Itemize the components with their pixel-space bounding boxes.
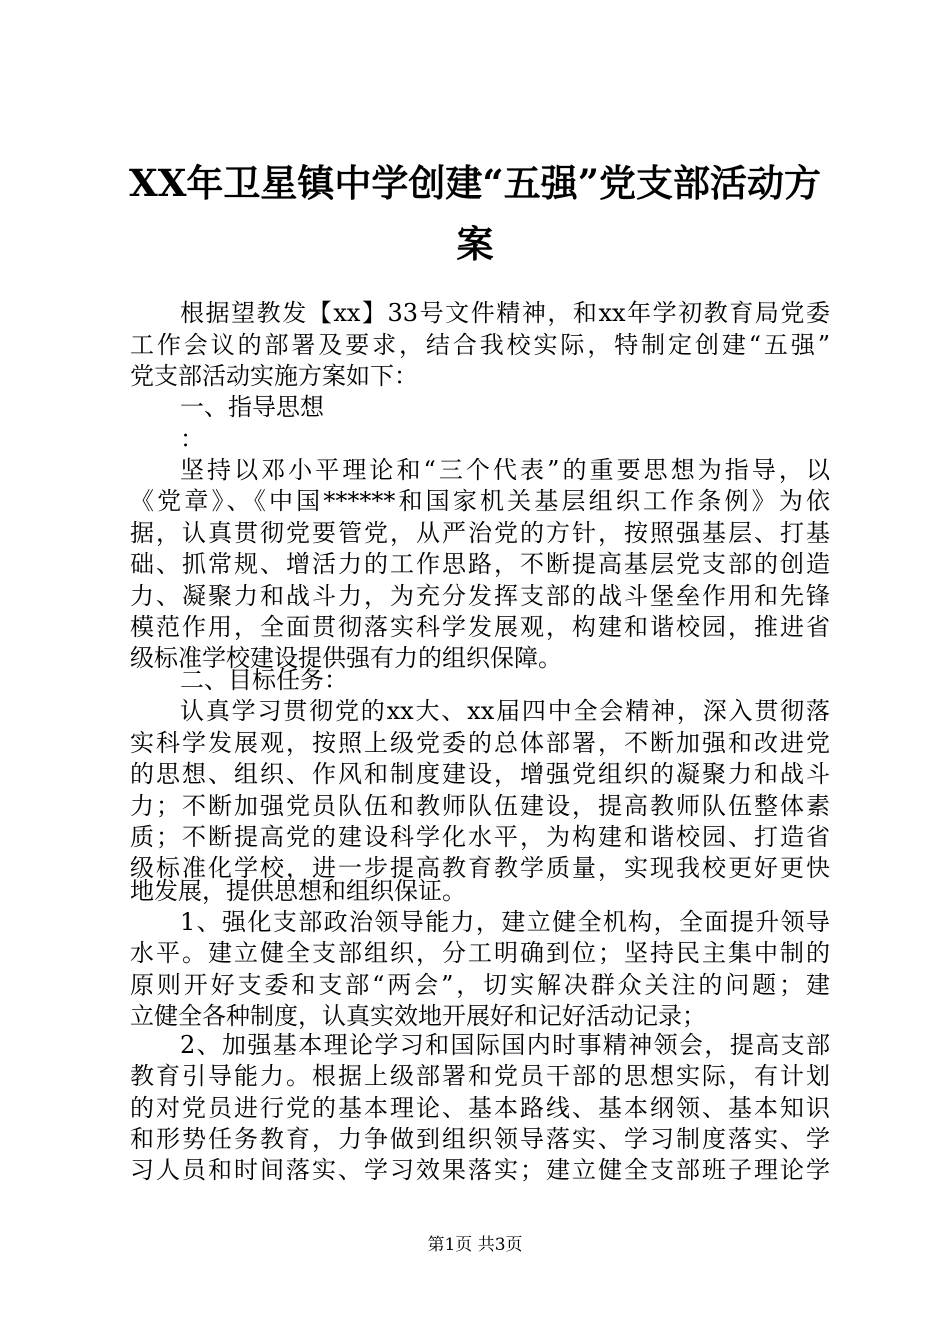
body-line: 实科学发展观，按照上级党委的总体部署，不断加强和改进党: [130, 729, 830, 757]
page-number-footer: 第1页 共3页: [427, 1235, 523, 1255]
body-line: 地发展，提供思想和组织保证。: [130, 877, 466, 905]
body-line: 习人员和时间落实、学习效果落实；建立健全支部班子理论学: [130, 1156, 830, 1184]
document-title-line-1: XX年卫星镇中学创建“五强”党支部活动方: [129, 161, 821, 205]
body-line: 认真学习贯彻党的xx大、xx届四中全会精神，深入贯彻落: [180, 697, 830, 725]
body-line: 2、加强基本理论学习和国际国内时事精神领会，提高支部: [180, 1031, 830, 1059]
section-heading: 一、指导思想: [180, 393, 324, 421]
body-line: 和形势任务教育，力争做到组织领导落实、学习制度落实、学: [130, 1125, 830, 1153]
body-line: 级标准学校建设提供强有力的组织保障。: [130, 644, 562, 672]
document-title-line-2: 案: [456, 222, 494, 266]
body-line: 党支部活动实施方案如下：: [130, 362, 418, 390]
body-line: 根据望教发【xx】33号文件精神，和xx年学初教育局党委: [180, 299, 830, 327]
body-line: 工作会议的部署及要求，结合我校实际，特制定创建“五强”: [130, 331, 830, 359]
body-line: 教育引导能力。根据上级部署和党员干部的思想实际，有计划: [130, 1062, 830, 1090]
body-line: 原则开好支委和支部“两会”，切实解决群众关注的问题；建: [130, 971, 830, 999]
body-line: 级标准化学校，进一步提高教育教学质量，实现我校更好更快: [130, 854, 830, 882]
body-line: 质；不断提高党的建设科学化水平，为构建和谐校园、打造省: [130, 823, 830, 851]
body-line: ：: [180, 425, 204, 453]
body-line: 础、抓常规、增活力的工作思路，不断提高基层党支部的创造: [130, 550, 830, 578]
body-line: 水平。建立健全支部组织，分工明确到位；坚持民主集中制的: [130, 939, 830, 967]
body-line: 力、凝聚力和战斗力，为充分发挥支部的战斗堡垒作用和先锋: [130, 582, 830, 610]
body-line: 立健全各种制度，认真实效地开展好和记好活动记录；: [130, 1002, 706, 1030]
body-line: 的思想、组织、作风和制度建设，增强党组织的凝聚力和战斗: [130, 760, 830, 788]
body-line: 据，认真贯彻党要管党，从严治党的方针，按照强基层、打基: [130, 519, 830, 547]
body-line: 《党章》、《中国******和国家机关基层组织工作条例》为依: [130, 487, 830, 515]
body-line: 1、强化支部政治领导能力，建立健全机构，全面提升领导: [180, 908, 830, 936]
body-line: 模范作用，全面贯彻落实科学发展观，构建和谐校园，推进省: [130, 613, 830, 641]
body-line: 的对党员进行党的基本理论、基本路线、基本纲领、基本知识: [130, 1094, 830, 1122]
body-line: 坚持以邓小平理论和“三个代表”的重要思想为指导，以: [180, 456, 830, 484]
section-heading: 二、目标任务：: [180, 666, 348, 694]
body-line: 力；不断加强党员队伍和教师队伍建设，提高教师队伍整体素: [130, 792, 830, 820]
